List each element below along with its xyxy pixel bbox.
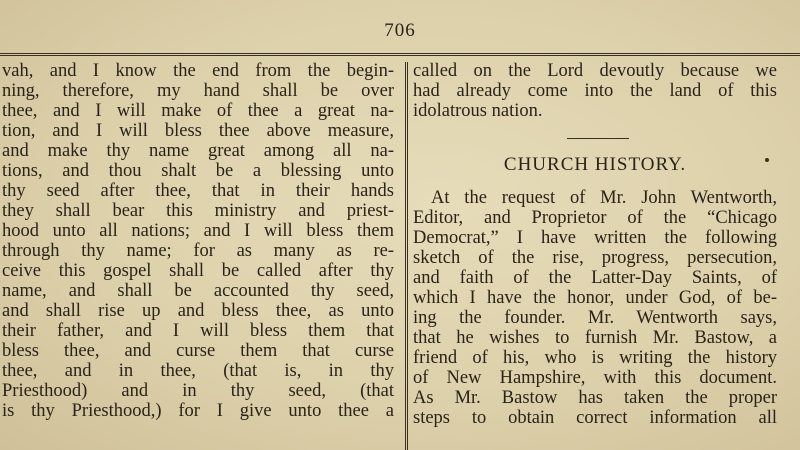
text-line: name, and shall be accounted thy seed, bbox=[2, 281, 394, 301]
text-line: friend of his, who is writing the history bbox=[413, 348, 777, 368]
header-rule bbox=[0, 53, 800, 56]
text-line: and make thy name great among all na- bbox=[2, 141, 394, 161]
text-line: tions, and thou shalt be a blessing unto bbox=[2, 161, 394, 181]
text-line: their father, and I will bless them that bbox=[2, 321, 394, 341]
text-line: bless thee, and curse them that curse bbox=[2, 341, 394, 361]
text-line: Priesthood) and in thy seed, (that bbox=[2, 381, 394, 401]
text-line: ning, therefore, my hand shall be over bbox=[2, 81, 394, 101]
column-divider bbox=[405, 62, 408, 450]
text-line: which I have the honor, under God, of be- bbox=[413, 288, 777, 308]
text-line: and shall rise up and bless thee, as unto bbox=[2, 301, 394, 321]
text-line: that he wishes to furnish Mr. Bastow, a bbox=[413, 328, 777, 348]
text-line: called on the Lord devoutly because we bbox=[413, 61, 777, 81]
section-rule bbox=[567, 138, 629, 139]
text-line: and faith of the Latter-Day Saints, of bbox=[413, 268, 777, 288]
text-line: steps to obtain correct information all bbox=[413, 408, 777, 428]
text-line: ing the founder. Mr. Wentworth says, bbox=[413, 308, 777, 328]
text-line: ceive this gospel shall be called after thy bbox=[2, 261, 394, 281]
text-line: As Mr. Bastow has taken the proper bbox=[413, 388, 777, 408]
text-line: is thy Priesthood,) for I give unto thee a bbox=[2, 401, 394, 421]
right-column bbox=[413, 61, 780, 428]
left-column bbox=[0, 61, 400, 421]
text-line: vah, and I know the end from the begin- bbox=[2, 61, 394, 81]
text-line: had already come into the land of this bbox=[413, 81, 777, 101]
page-number: 706 bbox=[384, 20, 416, 41]
text-line: hood unto all nations; and I will bless them bbox=[2, 221, 394, 241]
text-line: Editor, and Proprietor of the “Chicago bbox=[413, 208, 777, 228]
text-line: they shall bear this ministry and priest- bbox=[2, 201, 394, 221]
ink-speck bbox=[765, 158, 769, 162]
text-line: tion, and I will bless thee above measure, bbox=[2, 121, 394, 141]
text-line: of New Hampshire, with this document. bbox=[413, 368, 777, 388]
text-line: thee, and in thee, (that is, in thy bbox=[2, 361, 394, 381]
text-line: thee, and I will make of thee a great na- bbox=[2, 101, 394, 121]
section-heading: CHURCH HISTORY. bbox=[503, 154, 687, 175]
text-line: Democrat,” I have written the following bbox=[413, 228, 777, 248]
text-line: idolatrous nation. bbox=[413, 101, 543, 121]
text-line: thy seed after thee, that in their hands bbox=[2, 181, 394, 201]
text-line: At the request of Mr. John Wentworth, bbox=[431, 188, 777, 208]
text-line: through thy name; for as many as re- bbox=[2, 241, 394, 261]
text-line: sketch of the rise, progress, persecution, bbox=[413, 248, 777, 268]
